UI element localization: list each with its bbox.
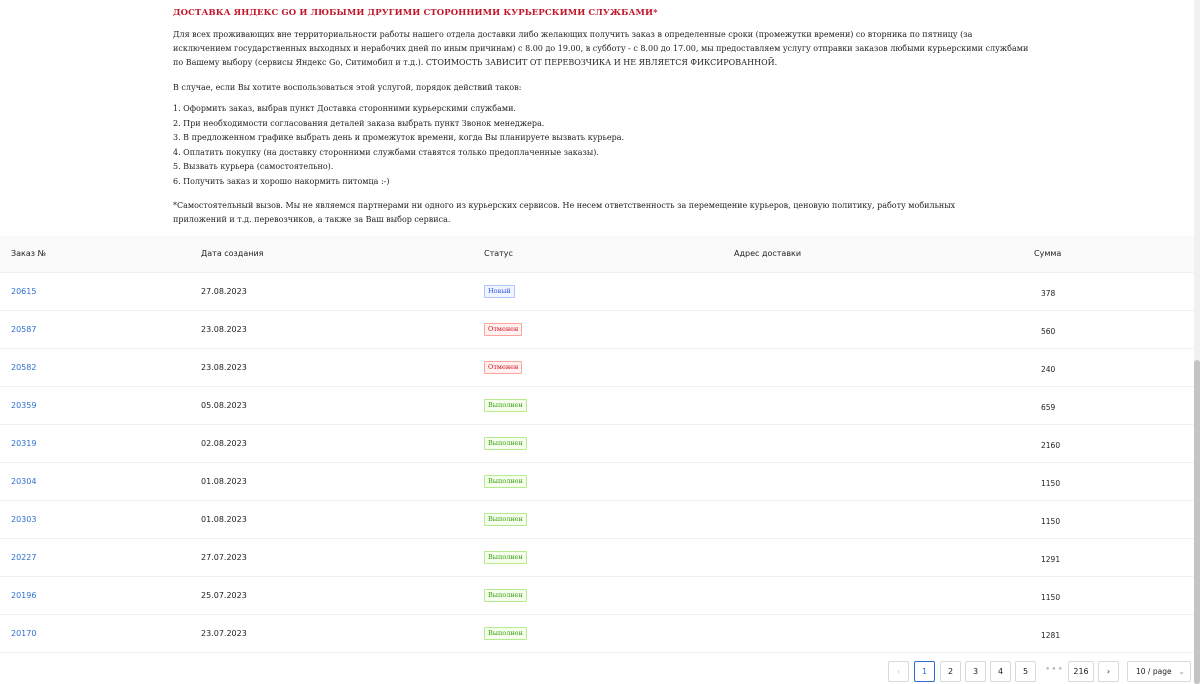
table-body	[0, 273, 1194, 653]
page-button-3[interactable]: 3	[965, 661, 986, 682]
order-date: 27.07.2023	[201, 553, 247, 562]
delivery-step: 4. Оплатить покупку (на доставку сторонними службами ставятся только предоплаченные заказы).	[173, 147, 599, 157]
delivery-info	[173, 6, 1033, 224]
orders-table	[0, 236, 1194, 653]
status-badge: Отменен	[484, 323, 522, 336]
order-date: 01.08.2023	[201, 477, 247, 486]
order-date: 02.08.2023	[201, 439, 247, 448]
order-sum: 1281	[1041, 631, 1061, 640]
page-size-select[interactable]	[1127, 661, 1191, 682]
page-button-last[interactable]: 216	[1068, 661, 1094, 682]
order-date: 01.08.2023	[201, 515, 247, 524]
table-row	[0, 349, 1194, 387]
order-date: 23.07.2023	[201, 629, 247, 638]
order-sum: 378	[1041, 289, 1056, 298]
prev-page-button[interactable]: ‹	[888, 661, 909, 682]
order-sum: 1291	[1041, 555, 1061, 564]
status-badge: Выполнен	[484, 551, 527, 564]
order-number-link[interactable]: 20319	[11, 439, 37, 448]
order-number-link[interactable]: 20303	[11, 515, 37, 524]
delivery-step: 3. В предложенном графике выбрать день и промежуток времени, когда Вы планируете вызвать курьера.	[173, 133, 625, 143]
header-order-number: Заказ №	[11, 249, 46, 258]
delivery-paragraph: Для всех проживающих вне территориальности работы нашего отдела доставки либо желающих получить заказ в определенные сроки (промежутки времени) со вторника по пятницу (за исключением государственных выходных и нерабочих дней по иным причинам) с 8.00 до 19.00, в субботу - с 8.00 до 17.00, мы предоставляем услугу отправки заказов любыми курьерскими службами по Вашему выбору (сервисы Яндекс Go, Ситимобил и т.д.). СТОИМОСТЬ ЗАВИСИТ ОТ ПЕРЕВОЗЧИКА И НЕ ЯВЛЯЕТСЯ ФИКСИРОВАННОЙ.	[173, 30, 1029, 67]
order-number-link[interactable]: 20196	[11, 591, 37, 600]
order-number-link[interactable]: 20359	[11, 401, 37, 410]
order-date: 23.08.2023	[201, 325, 247, 334]
order-sum: 659	[1041, 403, 1056, 412]
order-number-link[interactable]: 20227	[11, 553, 37, 562]
pagination	[0, 661, 1194, 681]
page-button-4[interactable]: 4	[990, 661, 1011, 682]
delivery-step: 1. Оформить заказ, выбрав пункт Доставка сторонними курьерскими службами.	[173, 104, 516, 113]
table-row	[0, 615, 1194, 653]
order-number-link[interactable]: 20304	[11, 477, 37, 486]
delivery-steps	[173, 102, 624, 190]
status-badge: Выполнен	[484, 437, 527, 450]
table-row	[0, 539, 1194, 577]
status-badge: Выполнен	[484, 513, 527, 526]
table-row	[0, 501, 1194, 539]
table-row	[0, 311, 1194, 349]
delivery-step: 6. Получить заказ и хорошо накормить питомца :-)	[173, 176, 390, 186]
status-badge: Новый	[484, 285, 515, 298]
order-number-link[interactable]: 20587	[11, 325, 37, 334]
order-number-link[interactable]: 20615	[11, 287, 37, 296]
order-number-link[interactable]: 20582	[11, 363, 37, 372]
page-button-5[interactable]: 5	[1015, 661, 1036, 682]
scrollbar-thumb[interactable]	[1194, 360, 1200, 684]
pagination-ellipsis[interactable]: •••	[1045, 665, 1064, 675]
table-row	[0, 463, 1194, 501]
order-sum: 1150	[1041, 517, 1061, 526]
status-badge: Выполнен	[484, 475, 527, 488]
order-number-link[interactable]: 20170	[11, 629, 37, 638]
order-date: 23.08.2023	[201, 363, 247, 372]
order-sum: 2160	[1041, 441, 1061, 450]
order-sum: 1150	[1041, 479, 1061, 488]
table-row	[0, 425, 1194, 463]
delivery-step: 2. При необходимости согласования деталей заказа выбрать пункт Звонок менеджера.	[173, 118, 545, 128]
status-badge: Выполнен	[484, 399, 527, 412]
table-row	[0, 273, 1194, 311]
table-row	[0, 387, 1194, 425]
order-date: 25.07.2023	[201, 591, 247, 600]
delivery-title: ДОСТАВКА ЯНДЕКС GO И ЛЮБЫМИ ДРУГИМИ СТОРОННИМИ КУРЬЕРСКИМИ СЛУЖБАМИ*	[173, 8, 658, 18]
page-button-1[interactable]: 1	[914, 661, 935, 682]
header-delivery-address: Адрес доставки	[734, 249, 802, 258]
order-sum: 560	[1041, 327, 1056, 336]
delivery-steps-intro: В случае, если Вы хотите воспользоваться этой услугой, порядок действий таков:	[173, 83, 522, 92]
status-badge: Выполнен	[484, 627, 527, 640]
header-status: Статус	[484, 249, 513, 258]
order-date: 27.08.2023	[201, 287, 247, 296]
delivery-footnote: *Самостоятельный вызов. Мы не являемся партнерами ни одного из курьерских сервисов. Не несем ответственность за перемещение курьеров, ценовую политику, работу мобильных приложений и т.д. перевозчиков, а также за Ваш выбор сервиса.	[173, 201, 956, 224]
page-button-2[interactable]: 2	[940, 661, 961, 682]
header-created-date: Дата создания	[201, 249, 264, 258]
next-page-button[interactable]: ›	[1098, 661, 1119, 682]
chevron-down-icon: ⌄	[1178, 667, 1185, 676]
order-date: 05.08.2023	[201, 401, 247, 410]
order-sum: 240	[1041, 365, 1056, 374]
header-sum: Сумма	[1034, 249, 1062, 258]
status-badge: Отменен	[484, 361, 522, 374]
status-badge: Выполнен	[484, 589, 527, 602]
table-row	[0, 577, 1194, 615]
order-sum: 1150	[1041, 593, 1061, 602]
scrollbar[interactable]	[1194, 0, 1200, 684]
page-size-value: 10 / page	[1136, 667, 1172, 676]
delivery-step: 5. Вызвать курьера (самостоятельно).	[173, 162, 334, 172]
table-header	[0, 236, 1194, 273]
